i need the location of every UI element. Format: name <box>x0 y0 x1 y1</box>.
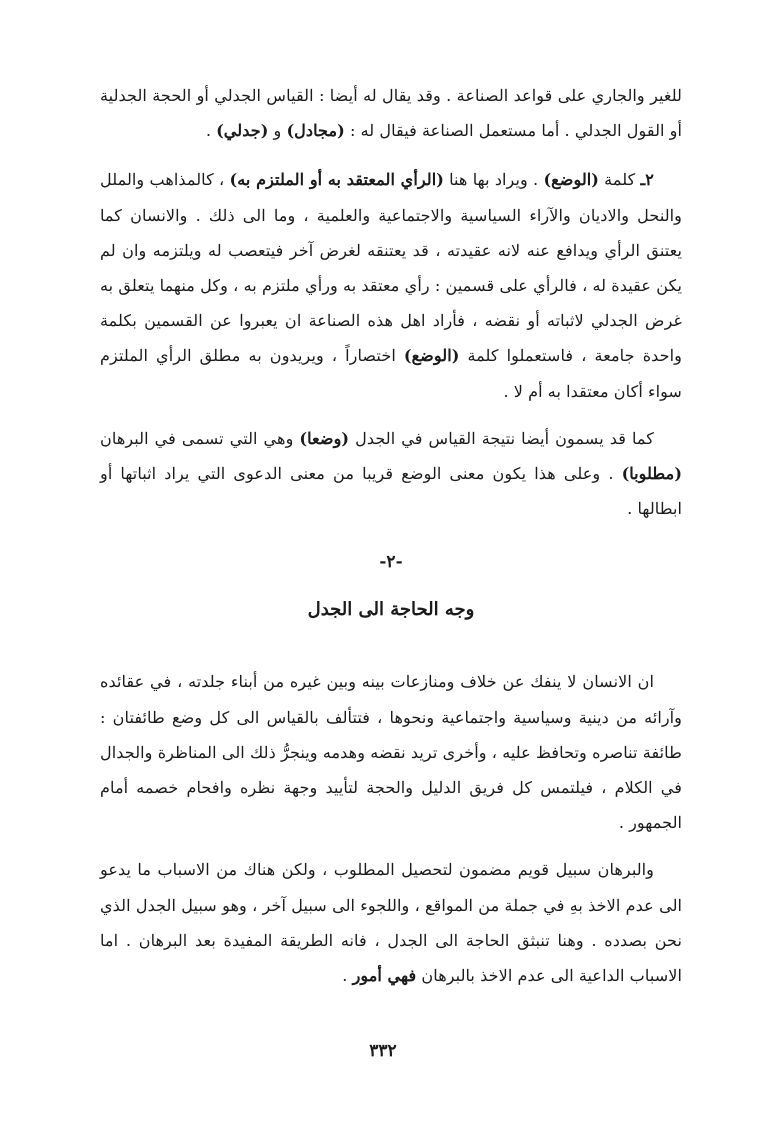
page-number: ٣٣٢ <box>369 1041 397 1061</box>
text-segment-bold: (مجادل) <box>286 121 345 141</box>
text-segment-bold: (الرأي المعتقد به أو الملتزم به) <box>229 170 444 190</box>
text-segment: ان الانسان لا ينفك عن خلاف ومنازعات بينه وبين غيره من أبناء جلدته ، في عقائده وآرائه من دينية وسياسية واجتماعية ونحوها ، فتتألف بالقياس الى كل وضع طائفتان : طائفة تناصره وتحافظ عليه ، وأخرى تريد نقضه وهدمه وينجرُّ ذلك الى المناظرة والجدال في الكلام ، فيلتمس كل فريق الدليل والحجة لتأييد وجهة نظره وافحام خصمه أمام الجمهور . <box>100 672 682 833</box>
text-segment-bold: (الوضع) <box>543 170 599 190</box>
paragraph-conclusion-naming <box>100 421 682 527</box>
paragraph-demonstration <box>100 852 682 993</box>
paragraph-definition-end <box>100 78 682 148</box>
text-segment: . <box>205 121 217 141</box>
section-number: -٢- <box>379 552 403 573</box>
text-segment: للغير والجاري على قواعد الصناعة . وقد يقال له أيضا : القياس الجدلي أو الحجة الجدلية أو القول الجدلي . أما مستعمل الصناعة فيقال له : <box>100 86 682 141</box>
text-segment: كلمة <box>598 170 641 190</box>
text-segment-bold: (وضعا) <box>299 428 350 448</box>
text-segment-bold: (جدلي) <box>216 121 269 141</box>
text-segment: والبرهان سبيل قويم مضمون لتحصيل المطلوب ، ولكن هناك من الاسباب ما يدعو الى عدم الاخذ بهِ في جملة من المواقع ، واللجوء الى سبيل آخر ، وهو سبيل الجدل الذي نحن بصدده . وهنا تنبثق الحاجة الى الجدل ، فانه الطريقة المفيدة بعد البرهان . اما الاسباب الداعية الى عدم الاخذ بالبرهان <box>100 860 682 986</box>
text-segment: و <box>268 121 287 141</box>
section-title: وجه الحاجة الى الجدل <box>307 599 475 621</box>
text-segment: كما قد يسمون أيضا نتيجة القياس في الجدل <box>349 428 654 448</box>
text-segment: . ويراد بها هنا <box>443 170 544 190</box>
text-segment: اختصاراً ، ويريدون به مطلق الرأي الملتزم سواء أكان معتقدا به أم لا . <box>100 346 682 401</box>
paragraph-human-disputes <box>100 664 682 840</box>
text-segment-bold: فهي أمور <box>352 966 417 986</box>
text-segment: . <box>342 966 353 986</box>
text-segment-bold: (الوضع) <box>403 346 460 366</box>
paragraph-term-wad <box>100 162 682 408</box>
text-segment: وهي التي تسمى في البرهان <box>100 428 300 448</box>
text-segment-bold: ٢ـ <box>640 170 654 190</box>
text-segment: . وعلى هذا يكون معنى الوضع قريبا من معنى الدعوى التي يراد اثباتها أو ابطالها . <box>100 464 682 519</box>
text-segment: ، كالمذاهب والملل والنحل والاديان والآراء السياسية والاجتماعية والعلمية ، وما الى ذلك . والانسان كما يعتنق الرأي ويدافع عنه لانه عقيدته ، قد يعتنقه لغرض آخر فيتعصب له ويلتزمه وان لم يكن عقيدة له ، فالرأي على قسمين : رأي معتقد به ورأي ملتزم به ، وكل منهما يتعلق به غرض الجدلي لاثباته أو نقضه ، فأراد اهل هذه الصناعة ان يعبروا عن القسمين بكلمة واحدة جامعة ، فاستعملوا كلمة <box>100 170 682 366</box>
text-segment-bold: (مطلوبا) <box>621 464 682 484</box>
